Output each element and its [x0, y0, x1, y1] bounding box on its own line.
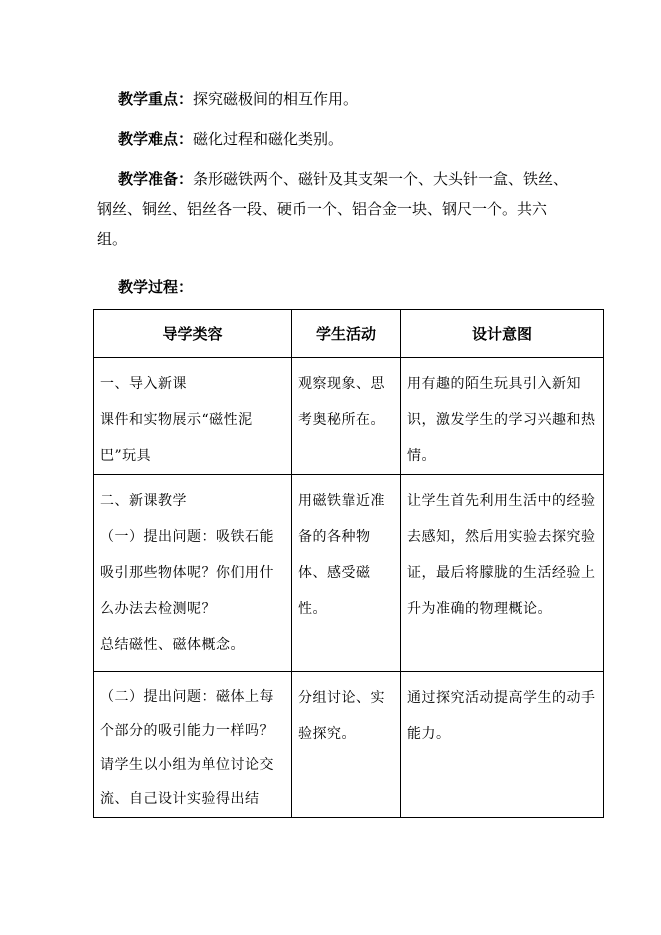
- content-line: 二、新课教学: [100, 493, 187, 509]
- teaching-process-label: 教学过程：: [118, 278, 194, 296]
- activity-cell: [292, 358, 401, 475]
- teaching-preparation: [97, 164, 572, 254]
- teaching-difficulty-label: 教学难点：: [118, 130, 194, 148]
- activity-cell: [292, 672, 401, 818]
- table-row: [94, 672, 604, 818]
- activity-cell: [292, 475, 401, 672]
- teaching-process: [118, 272, 593, 302]
- content-line: 一、导入新课: [100, 376, 187, 392]
- header-intent: 设计意图: [401, 310, 604, 358]
- content-line: 总结磁性、磁体概念。: [100, 637, 245, 653]
- activity-text: 用磁铁靠近准备的各种物体、感受磁性。: [298, 493, 385, 617]
- teaching-preparation-text: 条形磁铁两个、磁针及其支架一个、大头针一盒、铁丝、钢丝、铜丝、铝丝各一段、硬币一个、铝合金一块、钢尺一个。共六组。: [97, 170, 569, 248]
- teaching-focus: [118, 84, 593, 114]
- header-activity: 学生活动: [292, 310, 401, 358]
- teaching-preparation-colon: ：: [178, 170, 194, 188]
- teaching-difficulty: [118, 124, 593, 154]
- intent-cell: [401, 475, 604, 672]
- teaching-focus-text: 探究磁极间的相互作用。: [193, 90, 359, 108]
- content-line: 课件和实物展示“磁性泥巴”玩具: [100, 412, 253, 464]
- activity-text: 观察现象、思考奥秘所在。: [298, 376, 385, 428]
- table-row: [94, 358, 604, 475]
- header-content: 导学类容: [94, 310, 292, 358]
- table-row: [94, 475, 604, 672]
- intent-text: 用有趣的陌生玩具引入新知识，激发学生的学习兴趣和热情。: [407, 376, 596, 464]
- content-cell: [94, 475, 292, 672]
- teaching-focus-label: 教学重点：: [118, 90, 194, 108]
- intent-cell: [401, 672, 604, 818]
- content-cell: [94, 672, 292, 818]
- lesson-plan-table: [93, 309, 604, 818]
- activity-text: 分组讨论、实验探究。: [298, 690, 385, 742]
- table-header-row: [94, 310, 604, 358]
- intent-cell: [401, 358, 604, 475]
- teaching-difficulty-text: 磁化过程和磁化类别。: [193, 130, 344, 148]
- teaching-preparation-label: 教学准备: [118, 170, 179, 188]
- content-line: （一）提出问题：吸铁石能吸引那些物体呢？你们用什么办法去检测呢？: [100, 529, 274, 617]
- content-line: 请学生以小组为单位讨论交流、自己设计实验得出结: [100, 757, 274, 807]
- content-cell: [94, 358, 292, 475]
- intent-text: 让学生首先利用生活中的经验去感知，然后用实验去探究验证，最后将朦胧的生活经验上升为准确的物理概论。: [407, 493, 596, 617]
- intent-text: 通过探究活动提高学生的动手能力。: [407, 690, 596, 742]
- content-line: （二）提出问题：磁体上每个部分的吸引能力一样吗？: [100, 689, 274, 739]
